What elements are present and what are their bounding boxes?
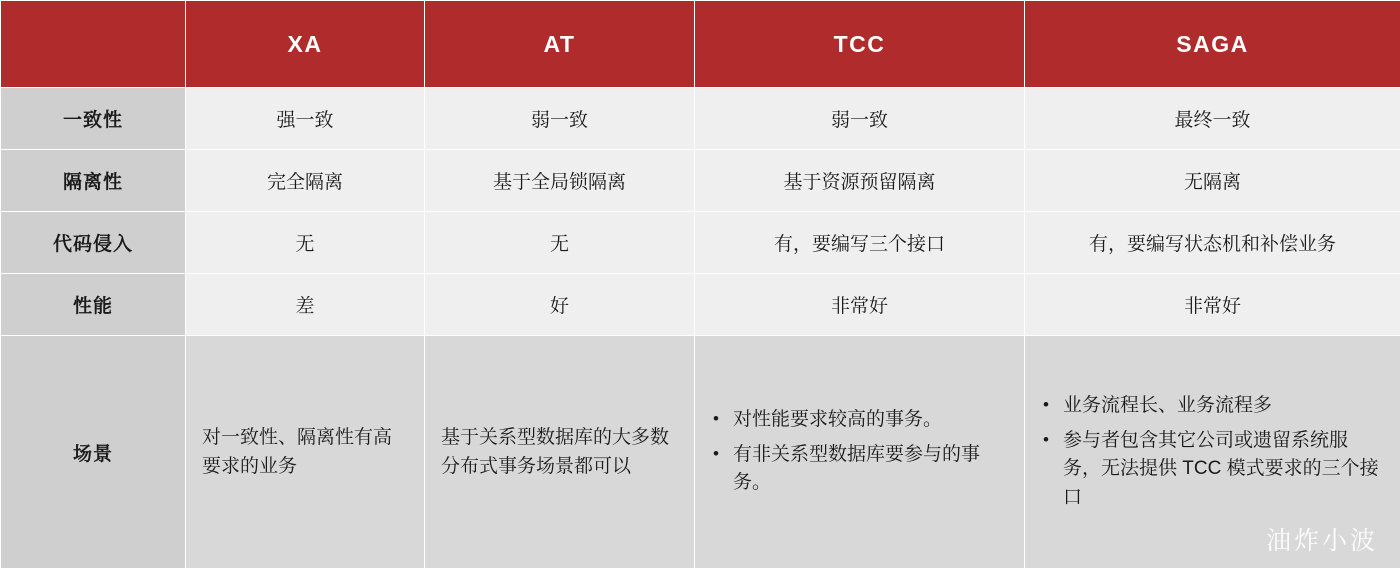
table-row <box>1 212 1400 274</box>
cell-scenario-at <box>425 336 695 569</box>
cell-code-intrusion-xa: 无 <box>186 212 425 274</box>
cell-code-intrusion-tcc: 有，要编写三个接口 <box>695 212 1025 274</box>
table-body <box>1 88 1400 569</box>
row-label-consistency: 一致性 <box>1 88 186 150</box>
list-item: • 业务流程长、业务流程多 <box>1063 392 1384 421</box>
scenario-saga-list <box>1041 392 1384 512</box>
cell-isolation-saga: 无隔离 <box>1025 150 1400 212</box>
row-label-code-intrusion: 代码侵入 <box>1 212 186 274</box>
cell-consistency-xa: 强一致 <box>186 88 425 150</box>
header-cell-at: AT <box>425 1 695 88</box>
table-header <box>1 1 1400 88</box>
table-row <box>1 150 1400 212</box>
cell-consistency-tcc: 弱一致 <box>695 88 1025 150</box>
cell-scenario-tcc <box>695 336 1025 569</box>
cell-isolation-xa: 完全隔离 <box>186 150 425 212</box>
row-label-performance: 性能 <box>1 274 186 336</box>
scenario-xa-text: 对一致性、隔离性有高要求的业务 <box>202 423 408 482</box>
cell-performance-xa: 差 <box>186 274 425 336</box>
cell-performance-saga: 非常好 <box>1025 274 1400 336</box>
list-item: • 参与者包含其它公司或遗留系统服务，无法提供 TCC 模式要求的三个接口 <box>1063 427 1384 513</box>
row-label-isolation: 隔离性 <box>1 150 186 212</box>
row-label-scenario: 场景 <box>1 336 186 569</box>
table-row-scenario <box>1 336 1400 569</box>
cell-code-intrusion-at: 无 <box>425 212 695 274</box>
scenario-tcc-list <box>711 406 1008 498</box>
cell-scenario-xa <box>186 336 425 569</box>
table-row <box>1 274 1400 336</box>
cell-performance-tcc: 非常好 <box>695 274 1025 336</box>
watermark-text: 油炸小波 <box>1266 521 1378 557</box>
cell-isolation-tcc: 基于资源预留隔离 <box>695 150 1025 212</box>
header-cell-corner <box>1 1 186 88</box>
cell-isolation-at: 基于全局锁隔离 <box>425 150 695 212</box>
cell-consistency-at: 弱一致 <box>425 88 695 150</box>
cell-consistency-saga: 最终一致 <box>1025 88 1400 150</box>
cell-performance-at: 好 <box>425 274 695 336</box>
table-header-row <box>1 1 1400 88</box>
list-item: • 对性能要求较高的事务。 <box>733 406 1008 435</box>
list-item: • 有非关系型数据库要参与的事务。 <box>733 441 1008 498</box>
scenario-at-text: 基于关系型数据库的大多数分布式事务场景都可以 <box>441 423 678 482</box>
cell-code-intrusion-saga: 有，要编写状态机和补偿业务 <box>1025 212 1400 274</box>
table-row <box>1 88 1400 150</box>
header-cell-saga: SAGA <box>1025 1 1400 88</box>
header-cell-xa: XA <box>186 1 425 88</box>
cell-scenario-saga <box>1025 336 1400 569</box>
header-cell-tcc: TCC <box>695 1 1025 88</box>
